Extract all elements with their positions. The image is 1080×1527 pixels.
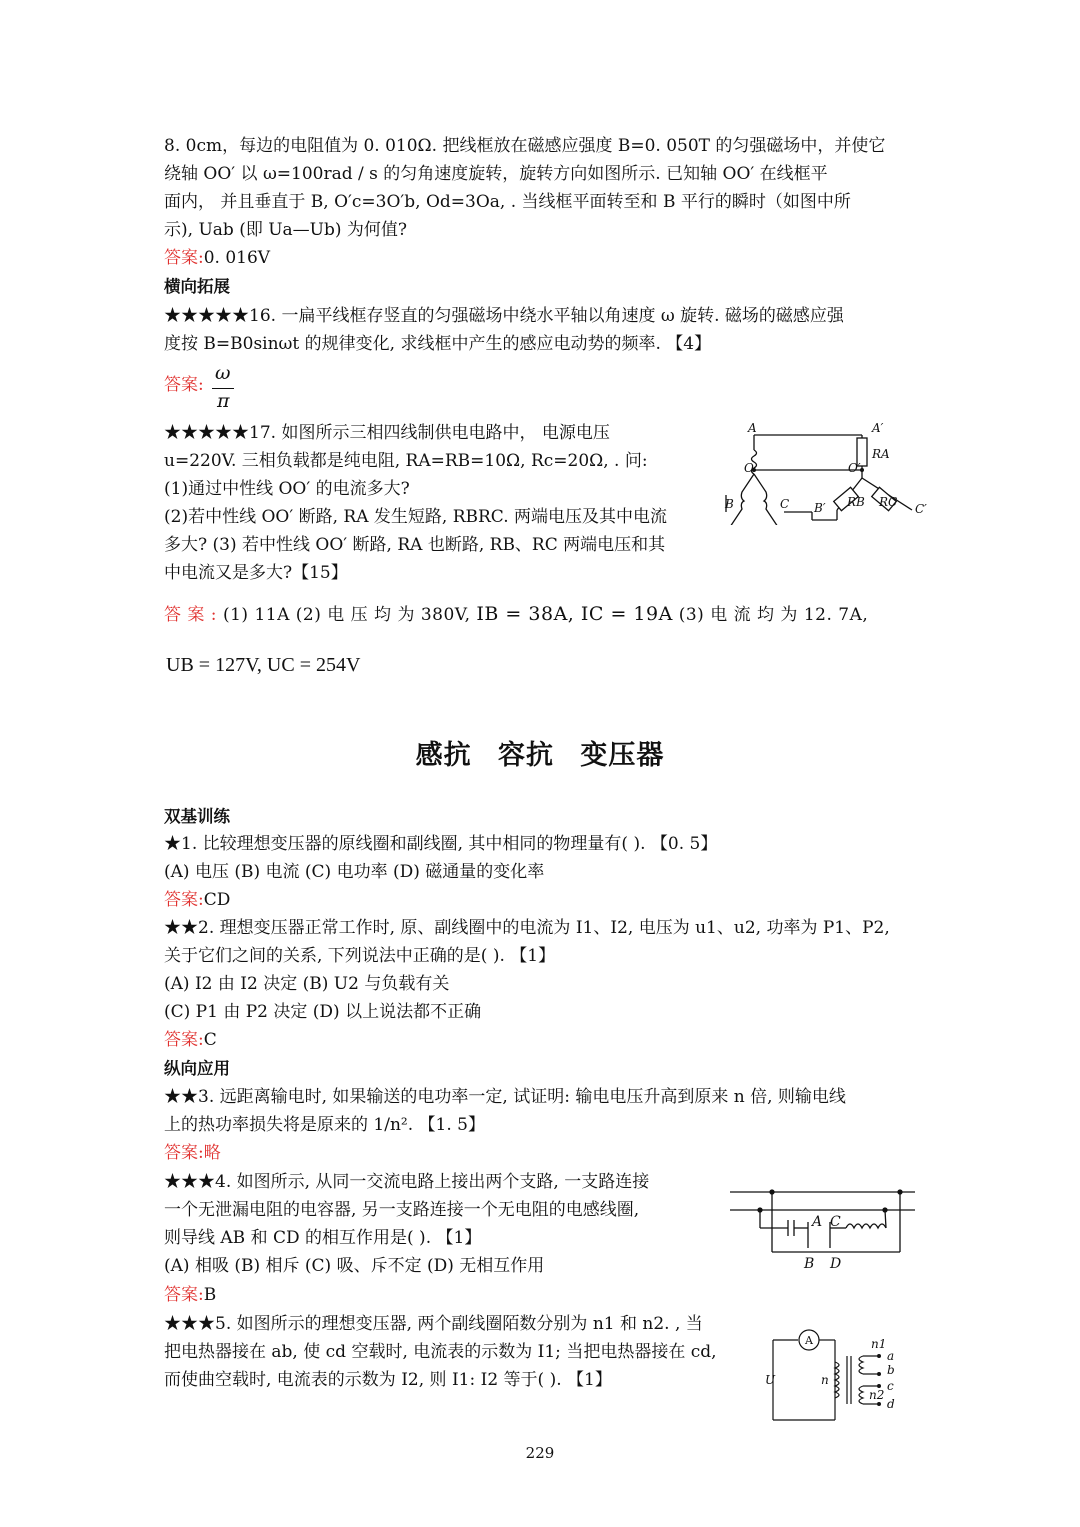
fraction-denominator: π — [217, 390, 230, 412]
label-RA: RA — [872, 447, 890, 461]
answer-value: B — [203, 1285, 217, 1305]
question-5-line: 而使曲空载时, 电流表的示数为 I2, 则 I1: I2 等于( ). 【1】 — [164, 1370, 612, 1390]
label-A-prime: A′ — [872, 421, 884, 435]
label-B: B — [804, 1256, 815, 1272]
section-heading: 横向拓展 — [164, 277, 230, 296]
answer-value: 0. 016V — [203, 248, 271, 268]
section-heading: 双基训练 — [164, 807, 230, 826]
label-O-prime: O′ — [848, 461, 861, 475]
answer-label: 答案: — [164, 1285, 204, 1305]
label-C-prime: C′ — [915, 502, 927, 516]
text-line: 8. 0cm，每边的电阻值为 0. 010Ω. 把线框放在磁感应强度 B=0. 050T 的匀强磁场中，并使它 — [164, 136, 886, 156]
label-RC: RC — [879, 495, 898, 509]
text-line: 绕轴 OO′ 以 ω=100rad / s 的匀角速度旋转，旋转方向如图所示. 已知轴 OO′ 在线框平 — [164, 164, 828, 184]
question-4: ★★★4. 如图所示, 从同一交流电路上接出两个支路, 一支路连接 — [164, 1172, 650, 1192]
label-B: B — [725, 497, 734, 511]
answer — [164, 1026, 916, 1054]
capacitor-inductor-figure — [730, 1182, 920, 1272]
label-C: C — [830, 1214, 841, 1230]
answer-17 — [164, 600, 924, 629]
question-4-line: 则导线 AB 和 CD 的相互作用是( ). 【1】 — [164, 1228, 482, 1248]
question-3: ★★3. 远距离输电时, 如果输送的电功率一定, 试证明: 输电电压升高到原来 n 倍, 则输电线 — [164, 1087, 846, 1107]
answer-label: 答 案 : — [164, 605, 218, 625]
label-A: A — [812, 1214, 823, 1230]
answer-value: CD — [203, 890, 231, 910]
question-2-cont: 关于它们之间的关系, 下列说法中正确的是( ). 【1】 — [164, 946, 556, 966]
question-4-options: (A) 相吸 (B) 相斥 (C) 吸、斥不定 (D) 无相互作用 — [164, 1256, 545, 1276]
label-C: C — [780, 497, 790, 511]
transformer-figure — [765, 1326, 915, 1426]
question-17-line: u=220V. 三相负载都是纯电阻, RA=RB=10Ω, Rc=20Ω, . 问: — [164, 451, 648, 471]
label-RB: RB — [847, 495, 865, 509]
answer-label: 答案: — [164, 375, 204, 395]
three-phase-circuit-figure — [722, 420, 932, 525]
question-17-line: 多大? (3) 若中性线 OO′ 断路, RA 也断路, RB、RC 两端电压和其 — [164, 535, 666, 555]
answer: 答案:略 — [164, 1143, 221, 1163]
answer-text: (3) 电 流 均 为 12. 7A, — [678, 605, 869, 625]
section-heading: 纵向应用 — [164, 1059, 230, 1078]
question-17: ★★★★★17. 如图所示三相四线制供电电路中， 电源电压 — [164, 423, 610, 443]
question-3-cont: 上的热功率损失将是原来的 1/n². 【1. 5】 — [164, 1115, 485, 1135]
question-5-line: 把电热器接在 ab, 使 cd 空载时, 电流表的示数为 I1; 当把电热器接在 cd, — [164, 1342, 717, 1362]
text-line: 面内， 并且垂直于 B, O′c=3O′b, Od=3Oa, . 当线框平面转至和 B 平行的瞬时（如图中所 — [164, 192, 851, 212]
label-B-prime: B′ — [814, 501, 826, 515]
question-5: ★★★5. 如图所示的理想变压器, 两个副线圈陌数分别为 n1 和 n2. , 当 — [164, 1314, 703, 1334]
answer-17-math: UB = 127V, UC = 254V — [166, 654, 361, 676]
ammeter-label: A — [805, 1334, 813, 1347]
question-17-line: 中电流又是多大?【15】 — [164, 563, 348, 583]
label-U: U — [765, 1373, 776, 1387]
answer-label: 答案: — [164, 1030, 204, 1050]
answer-text: (1) 11A (2) 电 压 均 为 380V, — [222, 605, 471, 625]
answer — [164, 244, 916, 272]
question-1-options: (A) 电压 (B) 电流 (C) 电功率 (D) 磁通量的变化率 — [164, 862, 545, 882]
question-1: ★1. 比较理想变压器的原线圈和副线圈, 其中相同的物理量有( ). 【0. 5】 — [164, 834, 718, 854]
answer-label: 答案: — [164, 248, 204, 268]
question-16-cont: 度按 B=B0sinωt 的规律变化, 求线框中产生的感应电动势的频率. 【4】 — [164, 334, 712, 354]
question-2-options: (C) P1 由 P2 决定 (D) 以上说法都不正确 — [164, 1002, 482, 1022]
fraction-numerator: ω — [215, 362, 231, 384]
answer — [164, 886, 916, 914]
label-n1: n1 — [871, 1337, 887, 1351]
text-line: 示), Uab (即 Ua—Ub) 为何值? — [164, 220, 408, 240]
section-title: 感抗 容抗 变压器 — [415, 740, 665, 771]
question-17-line: (1)通过中性线 OO′ 的电流多大? — [164, 479, 410, 499]
label-c: c — [887, 1379, 894, 1393]
answer-label: 答案: — [164, 890, 204, 910]
page-number: 229 — [525, 1444, 555, 1462]
label-n2: n2 — [869, 1388, 885, 1402]
question-17-line: (2)若中性线 OO′ 断路, RA 发生短路, RBRC. 两端电压及其中电流 — [164, 507, 668, 527]
label-b: b — [887, 1363, 895, 1377]
question-2: ★★2. 理想变压器正常工作时, 原、副线圈中的电流为 I1、I2, 电压为 u1、u2, 功率为 P1、P2, — [164, 918, 890, 938]
label-a: a — [887, 1349, 895, 1363]
fraction-bar — [212, 388, 234, 389]
label-d: d — [887, 1397, 895, 1411]
answer-value: C — [203, 1030, 217, 1050]
question-4-line: 一个无泄漏电阻的电容器, 另一支路连接一个无电阻的电感线圈, — [164, 1200, 640, 1220]
answer-math: IB = 38A, IC = 19A — [476, 603, 673, 625]
label-A: A — [748, 421, 757, 435]
answer — [164, 1281, 916, 1309]
question-16: ★★★★★16. 一扁平线框存竖直的匀强磁场中绕水平轴以角速度 ω 旋转. 磁场的磁感应强 — [164, 306, 844, 326]
question-2-options: (A) I2 由 I2 决定 (B) U2 与负载有关 — [164, 974, 450, 994]
label-n: n — [821, 1373, 829, 1387]
label-O: O — [744, 461, 754, 475]
label-D: D — [830, 1256, 842, 1272]
